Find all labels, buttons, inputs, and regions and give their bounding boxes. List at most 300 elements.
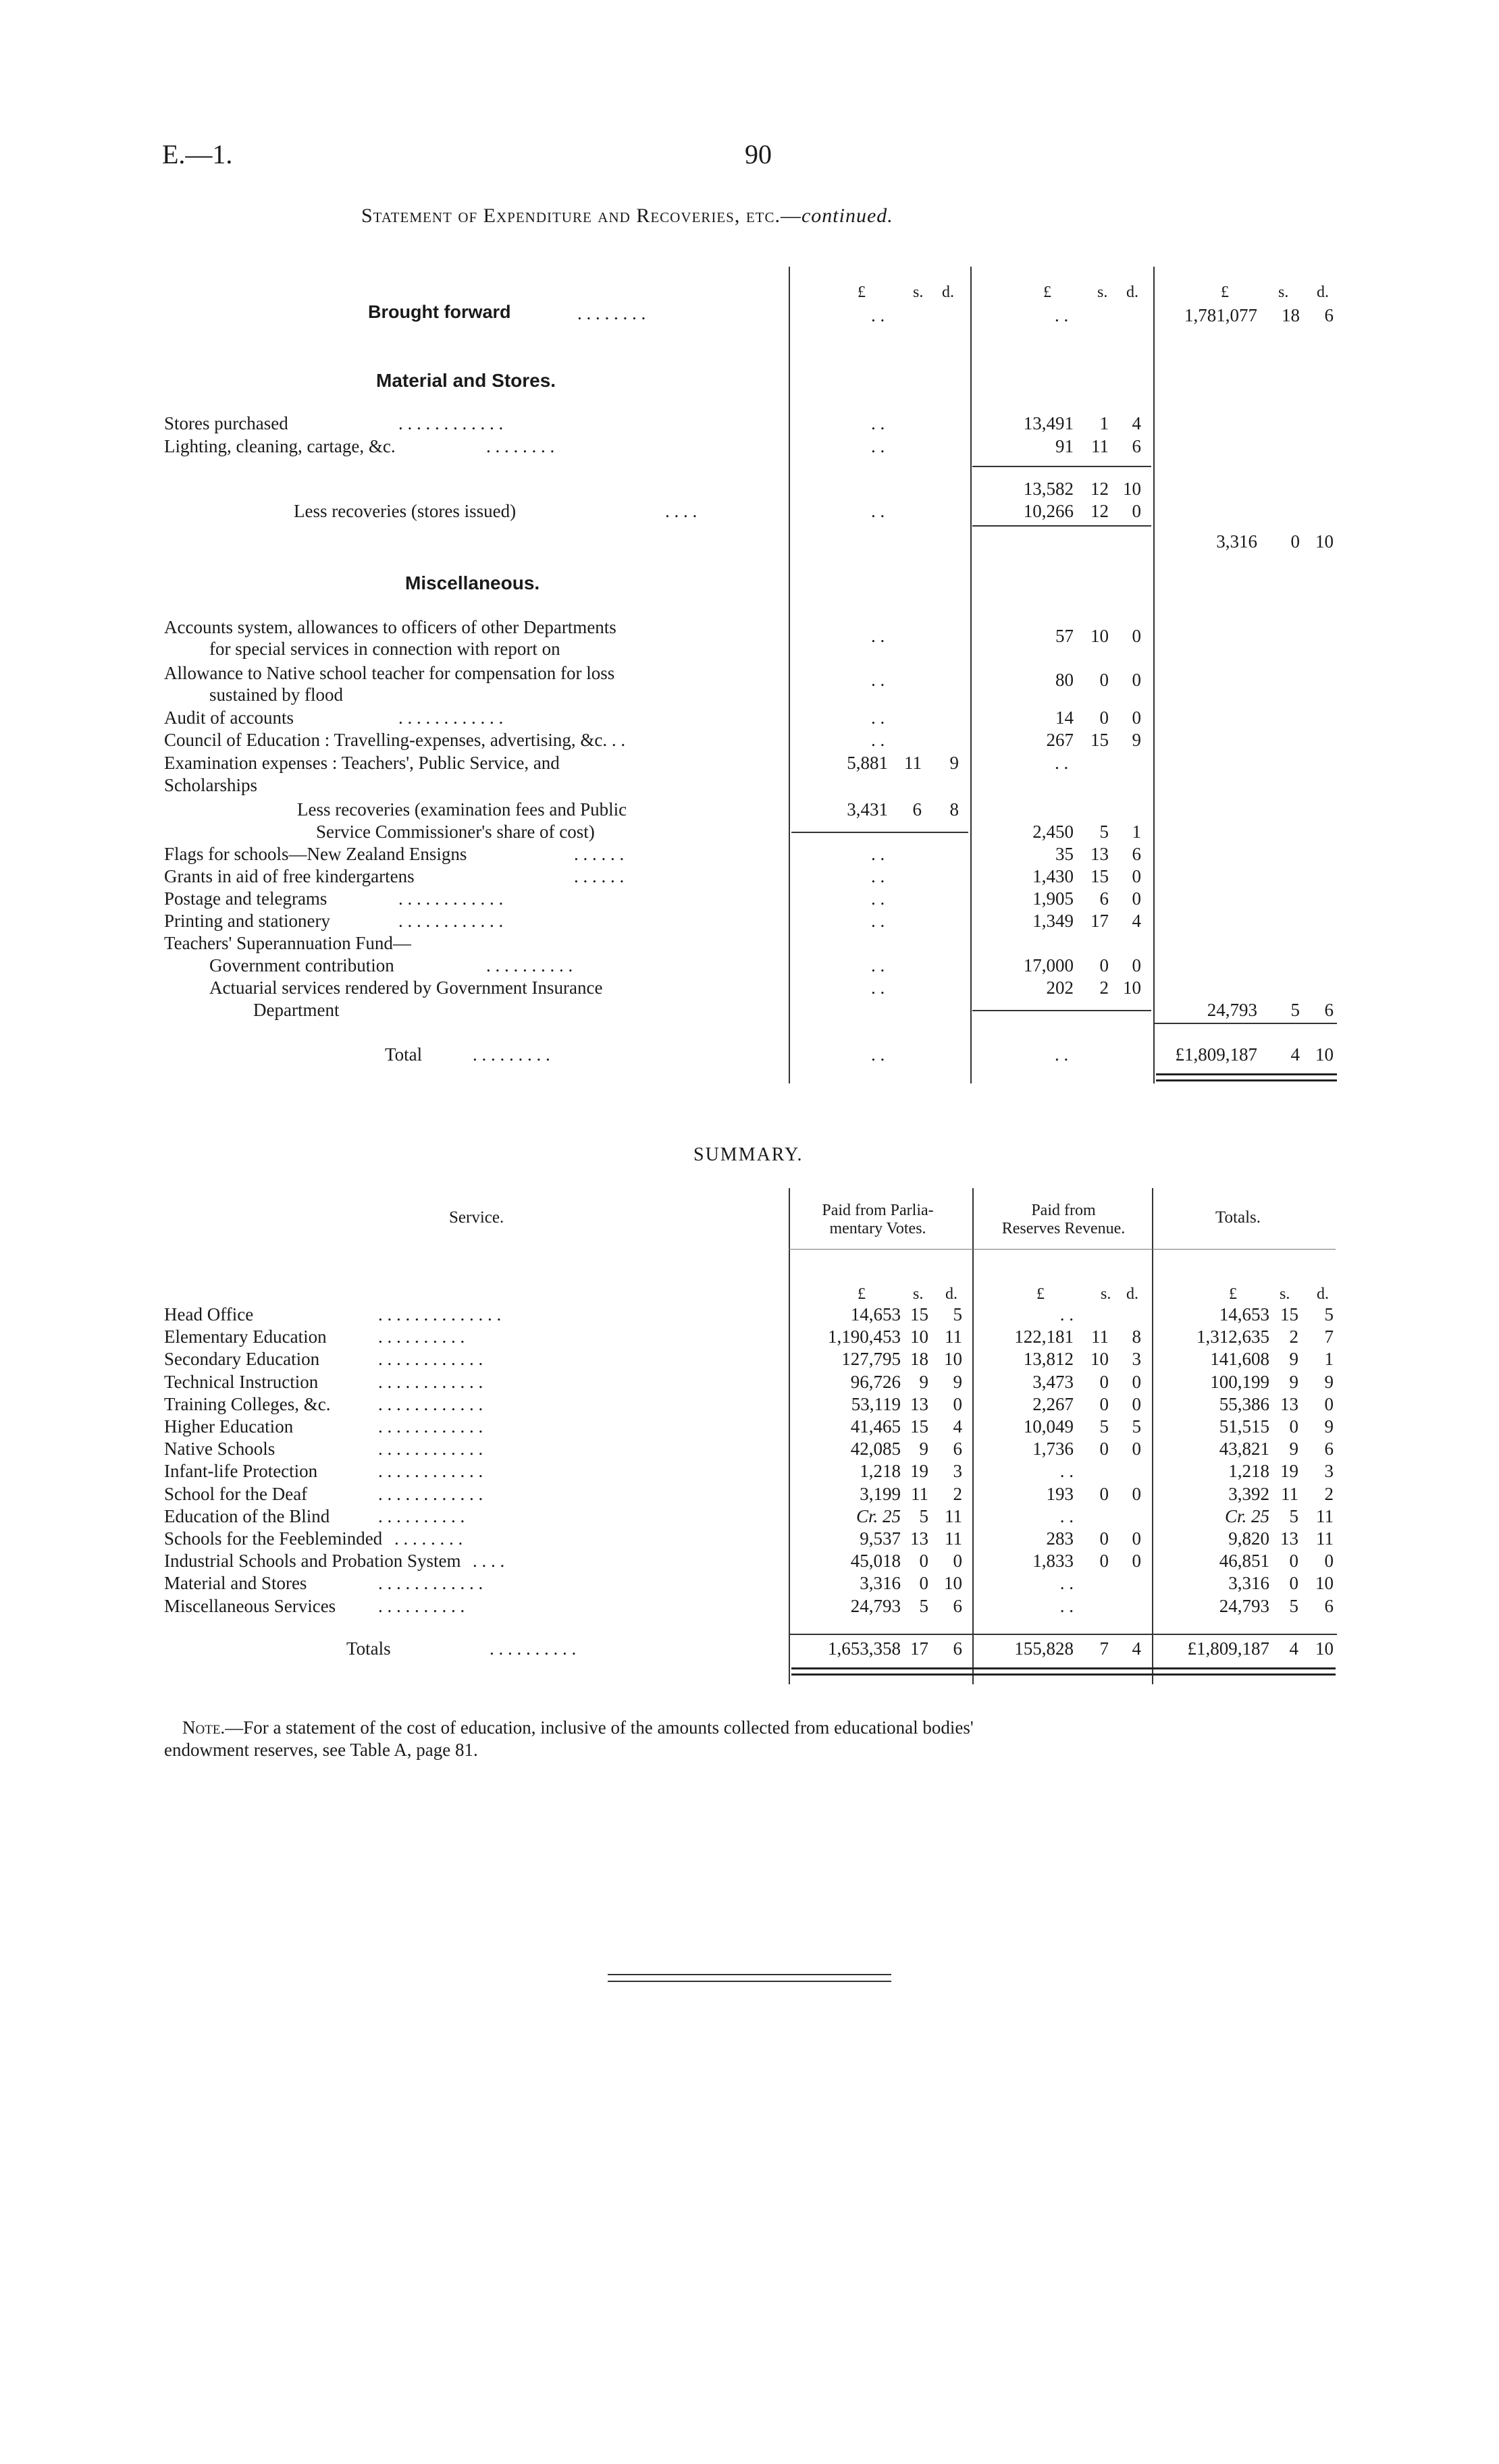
govt-label: Government contribution <box>209 955 394 975</box>
leader-dots: . . . . . . . . . . <box>486 955 573 975</box>
summary-parl-pence: 10 <box>944 1573 962 1593</box>
summary-res-head-line2: Reserves Revenue. <box>1001 1220 1126 1237</box>
summary-totals-res-shillings: 7 <box>1099 1638 1109 1659</box>
summary-parl-pence: 11 <box>945 1528 962 1549</box>
summary-parl-pounds: 14,653 <box>850 1304 901 1324</box>
summary-res-pence: 0 <box>1132 1528 1141 1549</box>
col1-pound-head: £ <box>858 284 866 301</box>
accounts-label-cont: for special services in connection with report on <box>209 639 560 659</box>
summary-res-pence: 3 <box>1132 1349 1141 1369</box>
lighting-pence: 6 <box>1132 436 1141 456</box>
summary-total-shillings: 9 <box>1289 1439 1298 1459</box>
summary-res-shillings: 0 <box>1099 1484 1109 1504</box>
exam-label-cont: Scholarships <box>164 775 257 795</box>
document-code: E.—1. <box>162 139 233 169</box>
summary-parl-pence: 9 <box>953 1372 962 1392</box>
empty-cell: . . <box>1055 305 1069 325</box>
summary-totals-pence: 10 <box>1315 1638 1334 1659</box>
summary-total-shillings: 9 <box>1289 1372 1298 1392</box>
exam-net-rule <box>791 832 968 833</box>
summary-totals-head: Totals. <box>1215 1208 1261 1227</box>
summary-service-label: Head Office <box>164 1304 254 1324</box>
total-label: Total <box>385 1044 423 1065</box>
col1-shilling-head: s. <box>913 284 924 301</box>
audit-shillings: 0 <box>1099 707 1109 728</box>
note-line2: endowment reserves, see Table A, page 81. <box>164 1740 478 1760</box>
audit-pence: 0 <box>1132 707 1141 728</box>
summary-parl-pounds: 42,085 <box>850 1439 901 1459</box>
summary-res-pounds: 283 <box>1046 1528 1074 1549</box>
leader-dots: . . . . <box>473 1551 505 1571</box>
postage-pounds: 1,905 <box>1032 888 1074 909</box>
exam-less-pence: 8 <box>949 799 959 820</box>
allowance-label: Allowance to Native school teacher for compensation for loss <box>164 663 615 683</box>
material-net-pence: 10 <box>1315 531 1334 552</box>
accounts-label: Accounts system, allowances to officers of other Departments <box>164 617 616 637</box>
column-rule-2 <box>970 267 972 1083</box>
summary-res-pounds: 10,049 <box>1023 1416 1074 1437</box>
allowance-pence: 0 <box>1132 670 1141 690</box>
exam-net-shillings: 5 <box>1099 822 1109 842</box>
leader-dots: . . . . . . . . . . <box>378 1327 465 1347</box>
summary-parl-pounds: 96,726 <box>850 1372 901 1392</box>
empty-cell: . . <box>871 888 885 909</box>
summary-total-pounds: 24,793 <box>1219 1596 1269 1616</box>
summary-res-pounds: 1,833 <box>1032 1551 1074 1571</box>
empty-cell: . . <box>1055 753 1069 773</box>
summary-parl-shillings: 15 <box>910 1416 928 1437</box>
summary-total-pence: 1 <box>1324 1349 1334 1369</box>
summary-totals-pounds: £1,809,187 <box>1187 1638 1269 1659</box>
sum-col3-pence-head: d. <box>1317 1285 1329 1303</box>
sum-col1-pence-head: d. <box>945 1285 957 1303</box>
stores-pence: 4 <box>1132 413 1141 433</box>
summary-parl-shillings: 18 <box>910 1349 928 1369</box>
leader-dots: . . . . . . . . . <box>473 1044 550 1065</box>
summary-res-shillings: 10 <box>1090 1349 1109 1369</box>
summary-total-shillings: 11 <box>1281 1484 1298 1504</box>
col3-pence-head: d. <box>1317 284 1329 301</box>
exam-less-pounds: 3,431 <box>847 799 888 820</box>
stores-label: Stores purchased <box>164 413 288 433</box>
column-rule-1 <box>789 267 790 1083</box>
summary-total-pence: 3 <box>1324 1461 1334 1481</box>
allowance-label-cont: sustained by flood <box>209 685 343 705</box>
leader-dots: . . . . . . . . <box>486 436 555 456</box>
less-recoveries-pence: 0 <box>1132 501 1141 521</box>
leader-dots: . . . . . . . . . . <box>378 1596 465 1616</box>
summary-totals-parl-pence: 6 <box>953 1638 962 1659</box>
council-pence: 9 <box>1132 730 1141 750</box>
summary-service-label: Education of the Blind <box>164 1506 330 1526</box>
actuarial-label: Actuarial services rendered by Government Insurance <box>209 977 603 998</box>
exam-pounds: 5,881 <box>847 753 888 773</box>
flags-shillings: 13 <box>1090 844 1109 864</box>
summary-parl-pence: 6 <box>953 1596 962 1616</box>
summary-parl-shillings: 13 <box>910 1528 928 1549</box>
empty-cell: . . <box>871 305 885 325</box>
printing-pounds: 1,349 <box>1032 911 1074 931</box>
summary-service-label: Secondary Education <box>164 1349 320 1369</box>
summary-reserves-head <box>979 1202 1148 1238</box>
sum-col3-shilling-head: s. <box>1280 1285 1290 1303</box>
subtotal-shillings: 12 <box>1090 479 1109 499</box>
summary-res-pounds: . . <box>1059 1506 1074 1526</box>
summary-total-pence: 9 <box>1324 1372 1334 1392</box>
leader-dots: . . . . . . . . . . . . <box>378 1372 483 1392</box>
summary-totals-parl-shillings: 17 <box>910 1638 928 1659</box>
title-main: Statement of Expenditure and Recoveries, etc.— <box>361 205 801 227</box>
summary-res-pence: 0 <box>1132 1551 1141 1571</box>
summary-total-shillings: 2 <box>1289 1327 1298 1347</box>
misc-net-rule <box>972 1010 1151 1011</box>
summary-total-shillings: 13 <box>1280 1528 1298 1549</box>
col2-shilling-head: s. <box>1097 284 1108 301</box>
empty-cell: . . <box>871 670 885 690</box>
printing-pence: 4 <box>1132 911 1141 931</box>
summary-total-pounds: 51,515 <box>1219 1416 1269 1437</box>
summary-res-pounds: 193 <box>1046 1484 1074 1504</box>
audit-pounds: 14 <box>1055 707 1074 728</box>
summary-total-shillings: 0 <box>1289 1416 1298 1437</box>
note-text1: —For a statement of the cost of education, inclusive of the amounts collected from educational bodies' <box>225 1717 974 1738</box>
leader-dots: . . . . . . <box>574 866 625 886</box>
empty-cell: . . <box>871 413 885 433</box>
leader-dots: . . . . . . . . . . . . <box>378 1461 483 1481</box>
allowance-pounds: 80 <box>1055 670 1074 690</box>
grand-total-shillings: 4 <box>1290 1044 1300 1065</box>
empty-cell: . . <box>871 730 885 750</box>
summary-parl-shillings: 19 <box>910 1461 928 1481</box>
summary-res-pounds: 122,181 <box>1014 1327 1074 1347</box>
summary-parl-shillings: 5 <box>919 1506 928 1526</box>
summary-total-pounds: 9,820 <box>1228 1528 1269 1549</box>
total-rule <box>1155 1023 1337 1024</box>
empty-cell: . . <box>871 844 885 864</box>
summary-total-pounds: 1,218 <box>1228 1461 1269 1481</box>
summary-parl-pence: 5 <box>953 1304 962 1324</box>
summary-total-pence: 6 <box>1324 1596 1334 1616</box>
flags-pence: 6 <box>1132 844 1141 864</box>
summary-res-pence: 5 <box>1132 1416 1141 1437</box>
note-line1 <box>182 1716 974 1739</box>
govt-shillings: 0 <box>1099 955 1109 975</box>
subtotal-pounds: 13,582 <box>1023 479 1074 499</box>
summary-total-shillings: 5 <box>1289 1596 1298 1616</box>
summary-parl-shillings: 0 <box>919 1551 928 1571</box>
grand-total-pence: 10 <box>1315 1044 1334 1065</box>
col3-pound-head: £ <box>1221 284 1229 301</box>
summary-res-shillings: 5 <box>1099 1416 1109 1437</box>
allowance-shillings: 0 <box>1099 670 1109 690</box>
sum-col2-pound-head: £ <box>1036 1285 1045 1303</box>
summary-rule-3 <box>1152 1188 1153 1684</box>
summary-parl-pence: 2 <box>953 1484 962 1504</box>
printing-label: Printing and stationery <box>164 911 330 931</box>
summary-res-shillings: 0 <box>1099 1439 1109 1459</box>
empty-cell: . . <box>871 436 885 456</box>
closing-rule-2 <box>608 1981 891 1982</box>
material-net-pounds: 3,316 <box>1216 531 1257 552</box>
empty-cell: . . <box>1055 1044 1069 1065</box>
sum-col2-shilling-head: s. <box>1101 1285 1111 1303</box>
misc-net-shillings: 5 <box>1290 1000 1300 1020</box>
exam-less-label: Less recoveries (examination fees and Public <box>297 799 627 820</box>
summary-service-label: Elementary Education <box>164 1327 327 1347</box>
summary-total-pounds: 1,312,635 <box>1196 1327 1269 1347</box>
exam-label: Examination expenses : Teachers', Public Service, and <box>164 753 560 773</box>
summary-total-pounds: 3,392 <box>1228 1484 1269 1504</box>
summary-parl-pounds: 9,537 <box>860 1528 901 1549</box>
accounts-pounds: 57 <box>1055 626 1074 646</box>
summary-parl-shillings: 0 <box>919 1573 928 1593</box>
summary-parl-pounds: 1,190,453 <box>828 1327 901 1347</box>
summary-title: SUMMARY. <box>693 1144 804 1165</box>
less-recoveries-label: Less recoveries (stores issued) <box>294 501 517 521</box>
summary-parl-pounds: 24,793 <box>850 1596 901 1616</box>
closing-rule-1 <box>608 1974 891 1975</box>
empty-cell: . . <box>871 866 885 886</box>
summary-parl-pence: 4 <box>953 1416 962 1437</box>
summary-parl-pounds: 3,316 <box>860 1573 901 1593</box>
summary-service-label: Training Colleges, &c. <box>164 1394 331 1414</box>
summary-res-pence: 0 <box>1132 1484 1141 1504</box>
misc-net-pence: 6 <box>1324 1000 1334 1020</box>
summary-totals-res-pounds: 155,828 <box>1014 1638 1074 1659</box>
lighting-shillings: 11 <box>1091 436 1109 456</box>
summary-total-pounds: 46,851 <box>1219 1551 1269 1571</box>
summary-total-pounds: 3,316 <box>1228 1573 1269 1593</box>
actuarial-pence: 10 <box>1123 977 1141 998</box>
summary-parl-shillings: 11 <box>911 1484 928 1504</box>
flags-pounds: 35 <box>1055 844 1074 864</box>
leader-dots: . . . . . . . . . . . . . . <box>378 1304 502 1324</box>
summary-service-label: Infant-life Protection <box>164 1461 318 1481</box>
summary-total-pence: 11 <box>1316 1506 1334 1526</box>
summary-total-pence: 9 <box>1324 1416 1334 1437</box>
summary-parl-shillings: 9 <box>919 1372 928 1392</box>
exam-pence: 9 <box>949 753 959 773</box>
summary-totals-parl-pounds: 1,653,358 <box>828 1638 901 1659</box>
summary-parl-head <box>804 1202 952 1238</box>
leader-dots: . . . . . . <box>574 844 625 864</box>
less-recoveries-pounds: 10,266 <box>1023 501 1074 521</box>
actuarial-pounds: 202 <box>1046 977 1074 998</box>
summary-total-shillings: 0 <box>1289 1573 1298 1593</box>
council-label: Council of Education : Travelling-expenses, advertising, &c. . . <box>164 730 626 750</box>
misc-heading: Miscellaneous. <box>405 572 540 593</box>
postage-shillings: 6 <box>1099 888 1109 909</box>
summary-service-label: Higher Education <box>164 1416 294 1437</box>
grants-label: Grants in aid of free kindergartens <box>164 866 415 886</box>
brought-forward-pounds: 1,781,077 <box>1184 305 1257 325</box>
summary-total-pence: 7 <box>1324 1327 1334 1347</box>
col2-pound-head: £ <box>1043 284 1051 301</box>
sum-col3-pound-head: £ <box>1229 1285 1237 1303</box>
summary-parl-pounds: 3,199 <box>860 1484 901 1504</box>
govt-pence: 0 <box>1132 955 1141 975</box>
summary-parl-pounds: 41,465 <box>850 1416 901 1437</box>
summary-service-label: Native Schools <box>164 1439 275 1459</box>
summary-total-pence: 0 <box>1324 1394 1334 1414</box>
summary-parl-shillings: 5 <box>919 1596 928 1616</box>
summary-total-shillings: 9 <box>1289 1349 1298 1369</box>
summary-total-pounds: 14,653 <box>1219 1304 1269 1324</box>
leader-dots: . . . . . . . . . . . . <box>378 1484 483 1504</box>
exam-less-label-cont: Service Commissioner's share of cost) <box>316 822 595 842</box>
summary-res-pounds: . . <box>1059 1461 1074 1481</box>
empty-cell: . . <box>871 911 885 931</box>
summary-service-label: Industrial Schools and Probation System <box>164 1551 461 1571</box>
misc-net-pounds: 24,793 <box>1207 1000 1257 1020</box>
printing-shillings: 17 <box>1090 911 1109 931</box>
col3-shilling-head: s. <box>1278 284 1289 301</box>
summary-res-pounds: . . <box>1059 1596 1074 1616</box>
subtotal-pence: 10 <box>1123 479 1141 499</box>
leader-dots: . . . . . . . . <box>577 303 646 323</box>
summary-res-pounds: . . <box>1059 1573 1074 1593</box>
leader-dots: . . . . . . . . . . <box>378 1506 465 1526</box>
summary-total-pounds: 141,608 <box>1210 1349 1269 1369</box>
leader-dots: . . . . . . . . . . . . <box>378 1439 483 1459</box>
empty-cell: . . <box>871 707 885 728</box>
grants-pounds: 1,430 <box>1032 866 1074 886</box>
summary-res-pounds: 13,812 <box>1023 1349 1074 1369</box>
leader-dots: . . . . . . . . . . . . <box>398 413 504 433</box>
leader-dots: . . . . . . . . <box>394 1528 463 1549</box>
summary-total-shillings: 19 <box>1280 1461 1298 1481</box>
summary-res-shillings: 11 <box>1091 1327 1109 1347</box>
grants-pence: 0 <box>1132 866 1141 886</box>
total-double-rule <box>1156 1073 1337 1081</box>
leader-dots: . . . . . . . . . . . . <box>378 1349 483 1369</box>
summary-service-label: Material and Stores <box>164 1573 307 1593</box>
summary-parl-shillings: 10 <box>910 1327 928 1347</box>
summary-parl-pence: 6 <box>953 1439 962 1459</box>
summary-rule-1 <box>789 1188 790 1684</box>
actuarial-shillings: 2 <box>1099 977 1109 998</box>
leader-dots: . . . . . . . . . . . . <box>378 1394 483 1414</box>
summary-total-pence: 2 <box>1324 1484 1334 1504</box>
summary-res-pence: 0 <box>1132 1394 1141 1414</box>
material-heading: Material and Stores. <box>376 370 556 391</box>
leader-dots: . . . . . . . . . . . . <box>378 1573 483 1593</box>
summary-parl-head-line2: mentary Votes. <box>829 1220 926 1237</box>
summary-total-shillings: 15 <box>1280 1304 1298 1324</box>
actuarial-label-cont: Department <box>253 1000 340 1020</box>
summary-total-pence: 11 <box>1316 1528 1334 1549</box>
summary-total-shillings: 0 <box>1289 1551 1298 1571</box>
exam-net-pounds: 2,450 <box>1032 822 1074 842</box>
sum-col1-pound-head: £ <box>858 1285 866 1303</box>
summary-res-pence: 0 <box>1132 1372 1141 1392</box>
page-title <box>361 205 893 227</box>
exam-less-shillings: 6 <box>912 799 922 820</box>
summary-parl-pounds: Cr. 25 <box>856 1506 901 1526</box>
leader-dots: . . . . . . . . . . <box>490 1638 577 1659</box>
summary-total-shillings: 5 <box>1289 1506 1298 1526</box>
summary-service-label: School for the Deaf <box>164 1484 308 1504</box>
sum-col1-shilling-head: s. <box>913 1285 924 1303</box>
column-rule-3 <box>1153 267 1155 1083</box>
govt-pounds: 17,000 <box>1023 955 1074 975</box>
empty-cell: . . <box>871 955 885 975</box>
summary-res-pence: 8 <box>1132 1327 1141 1347</box>
grants-shillings: 15 <box>1090 866 1109 886</box>
summary-parl-pence: 11 <box>945 1327 962 1347</box>
summary-parl-pounds: 1,218 <box>860 1461 901 1481</box>
empty-cell: . . <box>871 1044 885 1065</box>
summary-total-rule <box>790 1634 1337 1635</box>
grand-total-pounds: £1,809,187 <box>1175 1044 1257 1065</box>
summary-res-pence: 0 <box>1132 1439 1141 1459</box>
summary-parl-pence: 11 <box>945 1506 962 1526</box>
flags-label: Flags for schools—New Zealand Ensigns <box>164 844 467 864</box>
brought-forward-shillings: 18 <box>1282 305 1300 325</box>
summary-res-pounds: 3,473 <box>1032 1372 1074 1392</box>
net-rule <box>972 525 1151 527</box>
summary-total-pounds: 55,386 <box>1219 1394 1269 1414</box>
leader-dots: . . . . . . . . . . . . <box>398 707 504 728</box>
summary-parl-pence: 10 <box>944 1349 962 1369</box>
summary-res-head-line1: Paid from <box>1031 1202 1096 1219</box>
leader-dots: . . . . . . . . . . . . <box>398 911 504 931</box>
title-continued: continued. <box>801 205 893 227</box>
accounts-shillings: 10 <box>1090 626 1109 646</box>
leader-dots: . . . . . . . . . . . . <box>398 888 504 909</box>
brought-forward-label: Brought forward <box>368 302 511 322</box>
note-label: Note. <box>182 1717 226 1738</box>
summary-parl-pence: 3 <box>953 1461 962 1481</box>
summary-service-head: Service. <box>449 1208 504 1227</box>
empty-cell: . . <box>871 977 885 998</box>
brought-forward-pence: 6 <box>1324 305 1334 325</box>
summary-total-shillings: 13 <box>1280 1394 1298 1414</box>
summary-total-pence: 6 <box>1324 1439 1334 1459</box>
summary-parl-pounds: 45,018 <box>850 1551 901 1571</box>
summary-rule-2 <box>972 1188 974 1684</box>
summary-double-rule <box>791 1667 1336 1676</box>
sum-col2-pence-head: d. <box>1126 1285 1138 1303</box>
summary-res-pounds: 1,736 <box>1032 1439 1074 1459</box>
empty-cell: . . <box>871 626 885 646</box>
summary-total-pence: 0 <box>1324 1551 1334 1571</box>
summary-total-pence: 5 <box>1324 1304 1334 1324</box>
material-net-shillings: 0 <box>1290 531 1300 552</box>
summary-total-pounds: Cr. 25 <box>1224 1506 1269 1526</box>
subtotal-rule <box>972 466 1151 467</box>
lighting-label: Lighting, cleaning, cartage, &c. <box>164 436 396 456</box>
summary-res-shillings: 0 <box>1099 1372 1109 1392</box>
summary-parl-pounds: 127,795 <box>841 1349 901 1369</box>
summary-parl-pounds: 53,119 <box>851 1394 901 1414</box>
council-pounds: 267 <box>1046 730 1074 750</box>
accounts-pence: 0 <box>1132 626 1141 646</box>
summary-res-shillings: 0 <box>1099 1528 1109 1549</box>
summary-totals-shillings: 4 <box>1289 1638 1298 1659</box>
lighting-pounds: 91 <box>1055 436 1074 456</box>
summary-parl-head-line1: Paid from Parlia- <box>822 1202 934 1219</box>
audit-label: Audit of accounts <box>164 707 294 728</box>
summary-parl-pence: 0 <box>953 1394 962 1414</box>
exam-net-pence: 1 <box>1132 822 1141 842</box>
summary-service-label: Technical Instruction <box>164 1372 319 1392</box>
council-shillings: 15 <box>1090 730 1109 750</box>
summary-service-label: Schools for the Feebleminded <box>164 1528 383 1549</box>
summary-parl-shillings: 9 <box>919 1439 928 1459</box>
summary-res-pounds: 2,267 <box>1032 1394 1074 1414</box>
col1-pence-head: d. <box>942 284 954 301</box>
